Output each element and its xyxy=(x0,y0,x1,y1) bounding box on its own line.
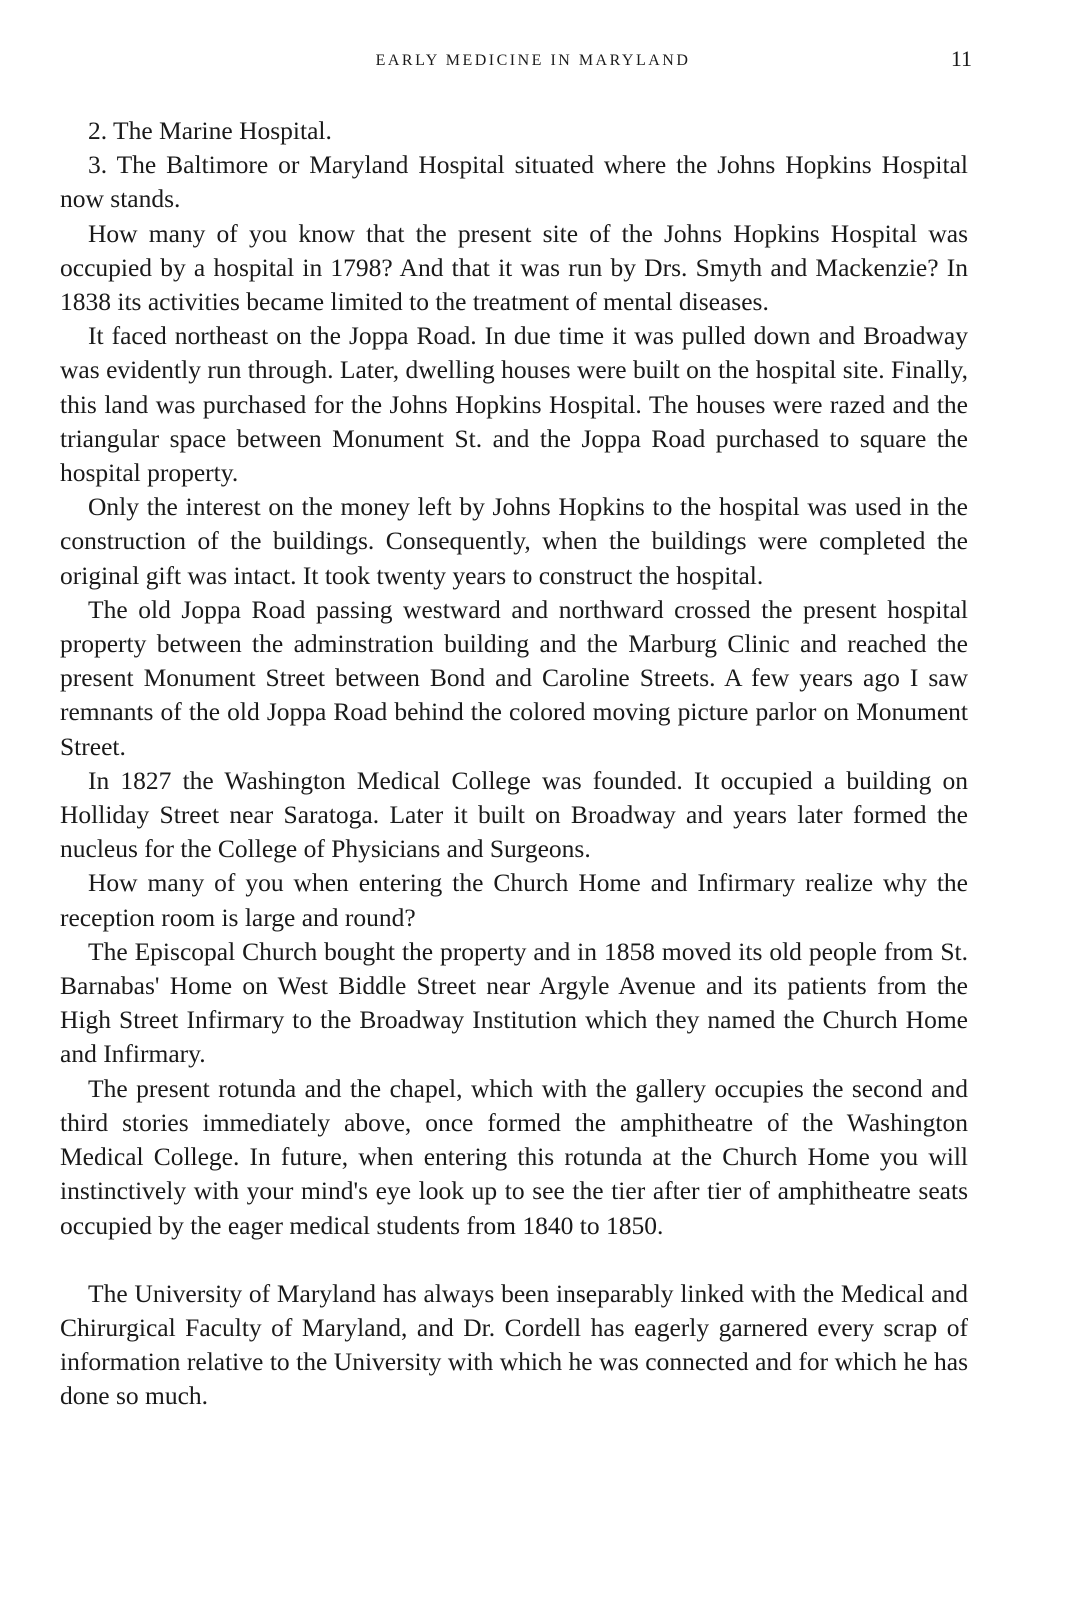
paragraph-baltimore-hospital: 3. The Baltimore or Maryland Hospital situated where the Johns Hopkins Hospital now stands. xyxy=(60,150,968,214)
running-title: EARLY MEDICINE IN MARYLAND xyxy=(375,52,691,69)
paragraph-university-of-maryland: The University of Maryland has always been inseparably linked with the Medical and Chirurgical Faculty of Maryland, and Dr. Cordell has eagerly garnered every scrap of information relative to the University with which he was connected and for which he has done so much. xyxy=(60,1278,968,1411)
paragraph-episcopal-church: The Episcopal Church bought the property and in 1858 moved its old people from St. Barnabas' Home on West Biddle Street near Argyle Avenue and its patients from the High Street Infirmary to the Broadway Institution which they named the Church Home and Infirmary. xyxy=(60,936,968,1069)
page-number: 11 xyxy=(950,46,972,71)
paragraph-old-joppa-road: The old Joppa Road passing westward and northward crossed the present hospital property between the adminstration building and the Marburg Clinic and reached the present Monument Street between Bond and Caroline Streets. A few years ago I saw remnants of the old Joppa Road behind the colored moving picture parlor on Monument Street. xyxy=(60,594,968,761)
paragraph-washington-medical-college: In 1827 the Washington Medical College was founded. It occupied a building on Holliday Street near Saratoga. Later it built on Broadway and years later formed the nucleus for the College of Physicians and Surgeons. xyxy=(60,765,968,864)
paragraph-hopkins-gift: Only the interest on the money left by Johns Hopkins to the hospital was used in the construction of the buildings. Consequently, when the buildings were completed the original gift was intact. It took twenty years to construct the hospital. xyxy=(60,492,968,590)
body-text xyxy=(60,114,968,1414)
paragraph-joppa-road: It faced northeast on the Joppa Road. In due time it was pulled down and Broadway was evidently run through. Later, dwelling houses were built on the hospital site. Finally, this land was purchased for the Johns Hopkins Hospital. The houses were razed and the triangular space between Monument St. and the Joppa Road purchased to square the hospital property. xyxy=(60,321,968,488)
paragraph-church-home-question: How many of you when entering the Church Home and Infirmary realize why the reception room is large and round? xyxy=(60,868,968,932)
paragraph-hospital-1798: How many of you know that the present site of the Johns Hopkins Hospital was occupied by a hospital in 1798? And that it was run by Drs. Smyth and Mackenzie? In 1838 its activities became limited to the treatment of mental diseases. xyxy=(60,218,968,317)
paragraph-rotunda: The present rotunda and the chapel, which with the gallery occupies the second and third stories immediately above, once formed the amphitheatre of the Washington Medical College. In future, when entering this rotunda at the Church Home you will instinctively with your mind's eye look up to see the tier after tier of amphitheatre seats occupied by the eager medical students from 1840 to 1850. xyxy=(60,1073,968,1240)
paragraph-marine-hospital: 2. The Marine Hospital. xyxy=(88,116,332,145)
running-head xyxy=(0,46,1066,76)
